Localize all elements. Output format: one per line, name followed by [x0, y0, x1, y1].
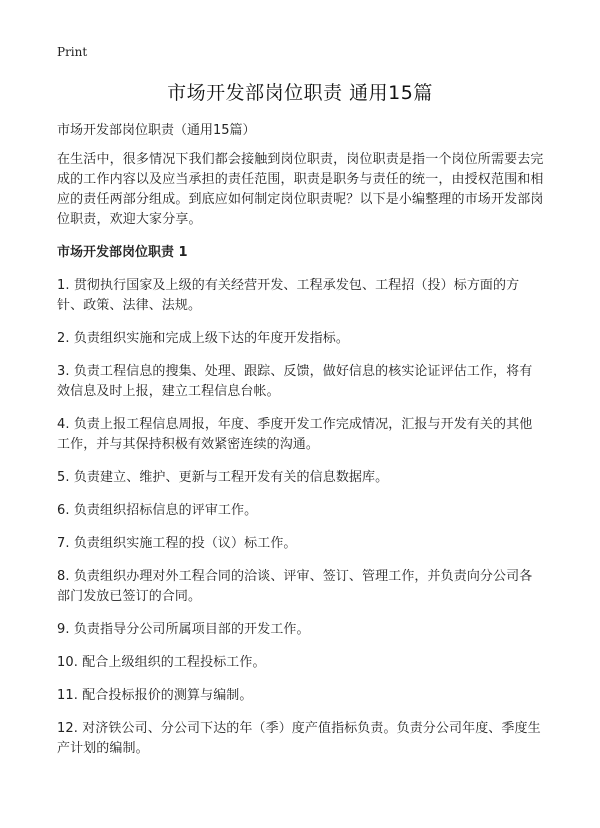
duty-item: 4. 负责上报工程信息周报，年度、季度开发工作完成情况，汇报与开发有关的其他工作，并与其保持积极有效紧密连续的沟通。: [57, 417, 533, 452]
document-body: [57, 121, 545, 772]
duty-list: [57, 276, 545, 759]
duty-item: 2. 负责组织实施和完成上级下达的年度开发指标。: [57, 331, 349, 346]
duty-item: 12. 对济铁公司、分公司下达的年（季）度产值指标负责。负责分公司年度、季度生产计划的编制。: [57, 721, 541, 756]
intro-paragraph: 在生活中，很多情况下我们都会接触到岗位职责，岗位职责是指一个岗位所需要去完成的工作内容以及应当承担的责任范围，职责是职务与责任的统一，由授权范围和相应的责任两部分组成。到底应如何制定岗位职责呢？以下是小编整理的市场开发部岗位职责，欢迎大家分享。: [57, 152, 544, 227]
duty-item: 10. 配合上级组织的工程投标工作。: [57, 655, 266, 670]
duty-item: 1. 贯彻执行国家及上级的有关经营开发、工程承发包、工程招（投）标方面的方针、政策、法律、法规。: [57, 278, 520, 313]
duty-item: 9. 负责指导分公司所属项目部的开发工作。: [57, 622, 310, 637]
duty-item: 8. 负责组织办理对外工程合同的洽谈、评审、签订、管理工作，并负责向分公司各部门发放已签订的合同。: [57, 569, 533, 604]
duty-item: 3. 负责工程信息的搜集、处理、跟踪、反馈，做好信息的核实论证评估工作，将有效信息及时上报，建立工程信息台帐。: [57, 364, 533, 399]
duty-item: 7. 负责组织实施工程的投（议）标工作。: [57, 536, 297, 551]
section-heading: 市场开发部岗位职责 1: [57, 245, 188, 260]
duty-item: 11. 配合投标报价的测算与编制。: [57, 688, 253, 703]
page-title: 市场开发部岗位职责 通用15篇: [167, 82, 433, 104]
duty-item: 6. 负责组织招标信息的评审工作。: [57, 503, 258, 518]
duty-item: 5. 负责建立、维护、更新与工程开发有关的信息数据库。: [57, 470, 389, 485]
print-link[interactable]: Print: [57, 45, 88, 59]
document-subtitle: 市场开发部岗位职责（通用15篇）: [57, 123, 256, 138]
